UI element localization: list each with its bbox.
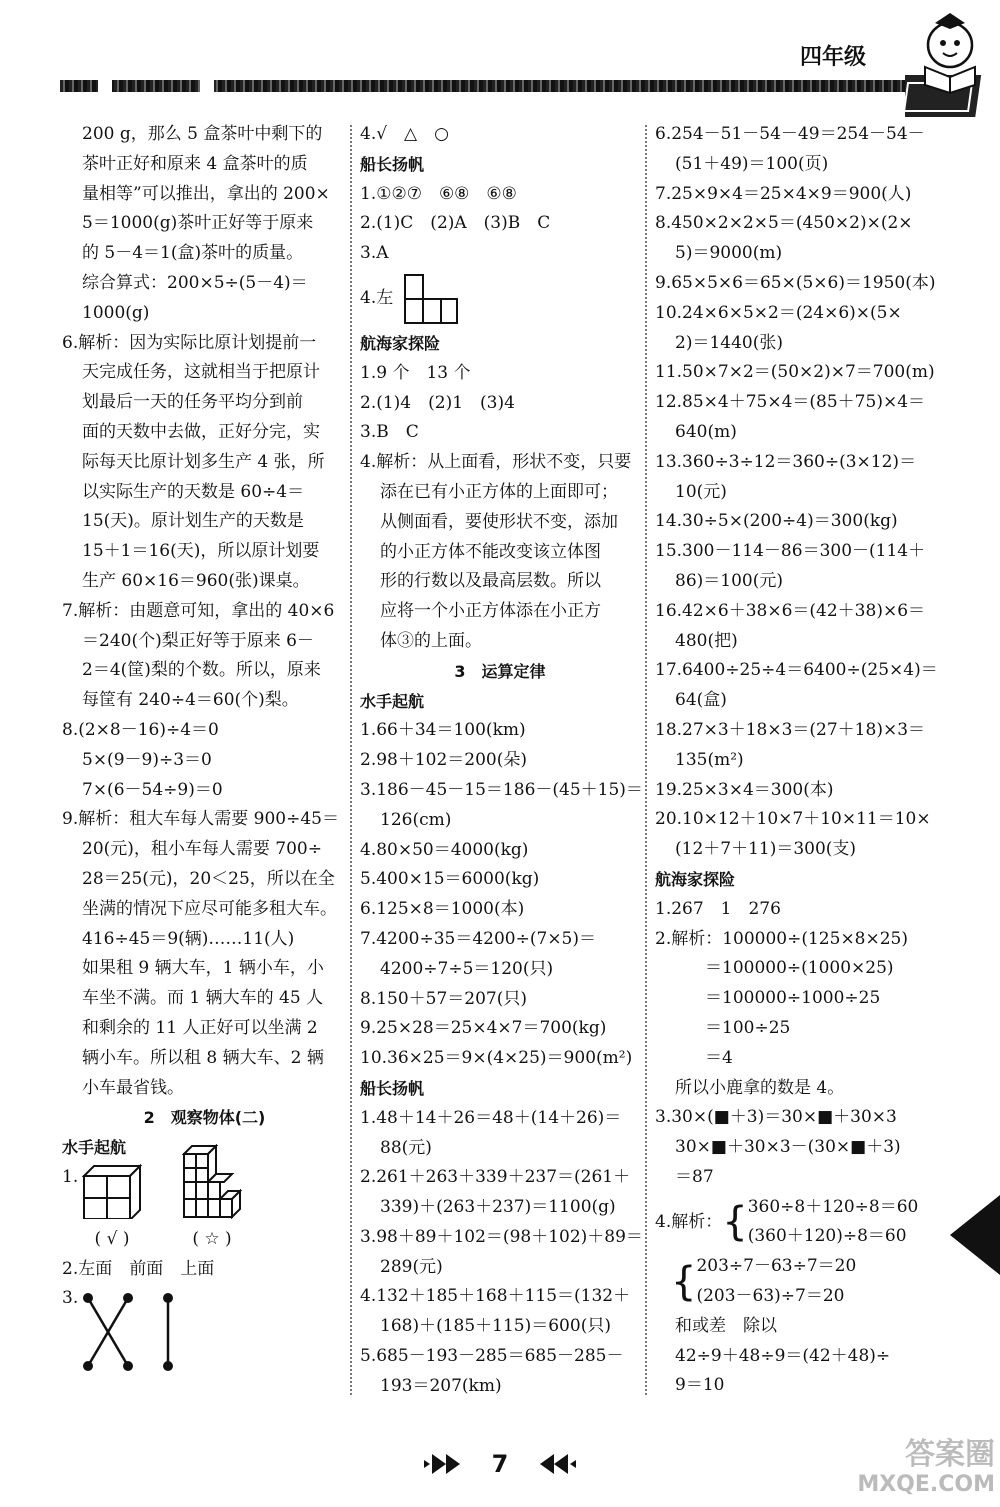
text-line: 126(cm) [380,809,452,830]
section-title: 2 观察物体(二) [143,1108,266,1128]
watermark-text: 答案圈 [905,1437,995,1472]
answer-9: 9.解析：租大车每人需要 900÷45＝ [62,809,339,830]
text-line: 480(把) [675,630,738,651]
answer-4: 4.√ △ ○ [360,124,449,144]
text-line: 划最后一天的任务平均分到前 [82,392,303,413]
text-line: 面的天数中去做，正好分完，实 [82,421,320,442]
text-line: 30×■＋30×3－(30×■＋3) [675,1137,901,1158]
text-line: 640(m) [675,421,737,442]
subheading: 水手起航 [62,1138,127,1158]
text-line: 2.261＋263＋339＋237＝(261＋ [360,1167,631,1188]
text-line: 9＝10 [675,1375,725,1396]
text-line: 4.解析：从上面看，形状不变，只要 [360,452,632,473]
figure-b-mark: ( ☆ ) [192,1228,232,1249]
header-rule-gap [98,80,112,92]
side-tab-marker [950,1195,1000,1275]
answer-4-system-1 [655,1193,940,1253]
brace-icon: { [671,1259,697,1306]
figure-a-mark: ( √ ) [94,1228,130,1249]
text-line: 2.(1)4 (2)1 (3)4 [360,392,515,413]
text-line: 28＝25(元)，20＜25，所以在全 [82,868,335,889]
text-line: 茶叶正好和原来 4 盒茶叶的质 [82,153,308,174]
text-line: (360＋120)÷8＝60 [747,1226,907,1247]
section-title: 3 运算定律 [454,661,546,681]
text-line: 8.450×2×2×5＝(450×2)×(2× [655,213,913,234]
text-line: 每筐有 240÷4＝60(个)梨。 [82,690,299,711]
text-line: 1000(g) [82,302,150,323]
text-line: 2.98＋102＝200(朵) [360,750,528,771]
text-line: 4.132＋185＋168＋115＝(132＋ [360,1286,631,1307]
column-divider [645,125,647,1395]
text-line: 5＝1000(g)茶叶正好等于原来 [82,213,314,234]
text-line: 从侧面看，要使形状不变，添加 [380,511,618,532]
text-line: 7.25×9×4＝25×4×9＝900(人) [655,183,912,204]
text-line: 如果租 9 辆大车，1 辆小车，小 [82,958,324,979]
text-line: 416÷45＝9(辆)……11(人) [82,928,295,949]
text-line: 19.25×3×4＝300(本) [655,779,834,800]
text-line: 86)＝100(元) [675,570,783,591]
text-line: (12＋7＋11)＝300(支) [675,839,857,860]
text-line: 193＝207(km) [380,1375,502,1396]
text-line: 5)＝9000(m) [675,243,783,264]
answer-4-system-2 [655,1252,940,1312]
watermark-url: MXQE.COM [857,1472,995,1497]
header-rule-gap [200,80,214,92]
text-line: 42÷9＋48÷9＝(42＋48)÷ [675,1345,891,1366]
text-line: 16.42×6＋38×6＝(42＋38)×6＝ [655,600,926,621]
text-line: 20(元)，租小车每人需要 700÷ [82,839,322,860]
answer-6: 6.解析：因为实际比原计划提前一 [62,332,317,353]
question-1-number: 1. [62,1166,79,1187]
text-line: 15＋1＝16(天)，所以原计划要 [82,541,320,562]
text-line: 15(天)。原计划生产的天数是 [82,511,304,532]
text-line: 3.A [360,243,389,264]
text-line: 1.66＋34＝100(km) [360,720,526,741]
cube-stack-b-icon [182,1144,242,1219]
text-line: 15.300－114－86＝300－(114＋ [655,541,926,562]
figure-a [82,1154,142,1255]
text-line: 10.36×25＝9×(4×25)＝900(m²) [360,1048,633,1069]
header-rule [60,80,930,92]
figure-b [182,1144,242,1255]
text-line: 5×(9－9)÷3＝0 [82,749,212,770]
text-line: 5.685－193－285＝685－285－ [360,1346,624,1367]
text-line: ＝100000÷1000÷25 [705,988,881,1009]
text-line: ＝4 [705,1047,733,1068]
text-line: 1.①②⑦ ⑥⑧ ⑥⑧ [360,183,517,204]
text-line: 13.360÷3÷12＝360÷(3×12)＝ [655,451,917,472]
column-middle [360,120,643,1402]
matching-lines-icon [78,1288,188,1378]
page-number-bar [415,1450,585,1478]
text-line: 14.30÷5×(200÷4)＝300(kg) [655,511,898,532]
column-right [655,120,940,1401]
answer-7: 7.解析：由题意可知，拿出的 40×6 [62,600,335,621]
text-line: 8.150＋57＝207(只) [360,988,528,1009]
text-line: 4.左 [360,288,394,309]
subheading: 船长扬帆 [360,1078,425,1098]
text-line: 添在已有小正方体的上面即可； [380,481,618,502]
text-line: (203－63)÷7＝20 [696,1286,845,1307]
text-line: 5.400×15＝6000(kg) [360,869,540,890]
text-line: 量相等”可以推出，拿出的 200× [82,183,330,204]
text-line: 203÷7－63÷7＝20 [696,1256,857,1277]
text-line: 2.解析：100000÷(125×8×25) [655,928,909,949]
text-line: 360÷8＋120÷8＝60 [747,1196,919,1217]
reading-boy-mascot-icon [905,5,995,120]
text-line: 3.98＋89＋102＝(98＋102)＋89＝ [360,1226,643,1247]
text-line: 小车最省钱。 [82,1077,184,1098]
cube-stack-a-icon [82,1154,142,1219]
text-line: 168)＋(185＋115)＝600(只) [380,1316,611,1337]
text-line: 18.27×3＋18×3＝(27＋18)×3＝ [655,719,926,740]
square-grid-icon [403,273,459,325]
text-line: 和剩余的 11 人正好可以坐满 2 [82,1017,318,1038]
text-line: ＝240(个)梨正好等于原来 6－ [82,630,314,651]
text-line: 1.9 个 13 个 [360,362,471,383]
text-line: 辆小车。所以租 8 辆大车、2 辆 [82,1047,324,1068]
answer-8: 8.(2×8－16)÷4＝0 [62,719,219,740]
watermark [820,1437,995,1500]
question-3-number: 3. [62,1288,79,1309]
grade-label: 四年级 [800,45,867,70]
brace-icon: { [722,1199,748,1246]
text-line: ＝100000÷(1000×25) [705,958,894,979]
text-line: ＝87 [675,1166,714,1187]
text-line: 1.48＋14＋26＝48＋(14＋26)＝ [360,1107,622,1128]
equation-system [748,1193,919,1253]
matching-figure [62,1284,347,1374]
text-line: 339)＋(263＋237)＝1100(g) [380,1197,616,1218]
text-line: 生产 60×16＝960(张)课桌。 [82,570,310,591]
column-divider [350,125,352,1395]
text-line: 2＝4(筐)梨的个数。所以，原来 [82,660,321,681]
subheading: 航海家探险 [655,869,736,889]
text-line: 所以小鹿拿的数是 4。 [675,1077,845,1098]
answer-2: 2.左面 前面 上面 [62,1258,215,1279]
text-line: 17.6400÷25÷4＝6400÷(25×4)＝ [655,660,938,681]
answer-4-figure [360,269,640,329]
text-line: 6.254－51－54－49＝254－54－ [655,124,925,144]
text-line: 和或差 除以 [675,1315,777,1336]
text-line: 289(元) [380,1256,443,1277]
text-line: 体③的上面。 [380,630,482,651]
text-line: 12.85×4＋75×4＝(85＋75)×4＝ [655,392,926,413]
text-line: 7.4200÷35＝4200÷(7×5)＝ [360,928,597,949]
text-line: 2.(1)C (2)A (3)B C [360,213,551,234]
text-line: 20.10×12＋10×7＋10×11＝10× [655,809,931,830]
text-line: 的 5－4＝1(盒)茶叶的质量。 [82,243,304,264]
text-line: 9.25×28＝25×4×7＝700(kg) [360,1018,607,1039]
text-line: 坐满的情况下应尽可能多租大车。 [82,898,337,919]
text-line: 际每天比原计划多生产 4 张，所 [82,451,325,472]
text-line: ＝100÷25 [705,1017,791,1038]
text-line: 4200÷7÷5＝120(只) [380,958,554,979]
text-line: 6.125×8＝1000(本) [360,899,525,920]
text-line: 4.80×50＝4000(kg) [360,839,529,860]
text-line: (51＋49)＝100(页) [675,153,829,174]
cube-figures [62,1163,347,1255]
text-line: 4.解析： [655,1211,723,1232]
equation-system [696,1252,856,1312]
text-line: 车坐不满。而 1 辆大车的 45 人 [82,988,324,1009]
text-line: 以实际生产的天数是 60÷4＝ [82,481,305,502]
text-line: 1.267 1 276 [655,898,781,919]
subheading: 船长扬帆 [360,154,425,174]
text-line: 3.B C [360,422,419,443]
text-line: 3.186－45－15＝186－(45＋15)＝ [360,779,643,800]
forward-arrows-icon [424,1452,470,1476]
text-line: 135(m²) [675,749,744,770]
text-line: 的小正方体不能改变该立体图 [380,541,601,562]
column-left [62,120,347,1374]
text-line: 形的行数以及最高层数。所以 [380,571,601,592]
text-line: 10.24×6×5×2＝(24×6)×(5× [655,302,902,323]
subheading: 航海家探险 [360,333,441,353]
text-line: 应将一个小正方体添在小正方 [380,601,601,622]
text-line: 10(元) [675,481,727,502]
text-line: 天完成任务，这就相当于把原计 [82,362,320,383]
text-line: 88(元) [380,1137,432,1158]
text-line: 3.30×(■＋3)＝30×■＋30×3 [655,1107,897,1128]
page-number: 7 [491,1450,509,1478]
text-line: 2)＝1440(张) [675,332,783,353]
text-line: 64(盒) [675,690,727,711]
text-line: 7×(6－54÷9)＝0 [82,779,223,800]
text-line: 综合算式：200×5÷(5－4)＝ [82,272,308,293]
text-line: 200 g，那么 5 盒茶叶中剩下的 [82,124,323,144]
subheading: 水手起航 [360,691,425,711]
text-line: 9.65×5×6＝65×(5×6)＝1950(本) [655,272,936,293]
text-line: 11.50×7×2＝(50×2)×7＝700(m) [655,362,935,383]
backward-arrows-icon [530,1452,576,1476]
